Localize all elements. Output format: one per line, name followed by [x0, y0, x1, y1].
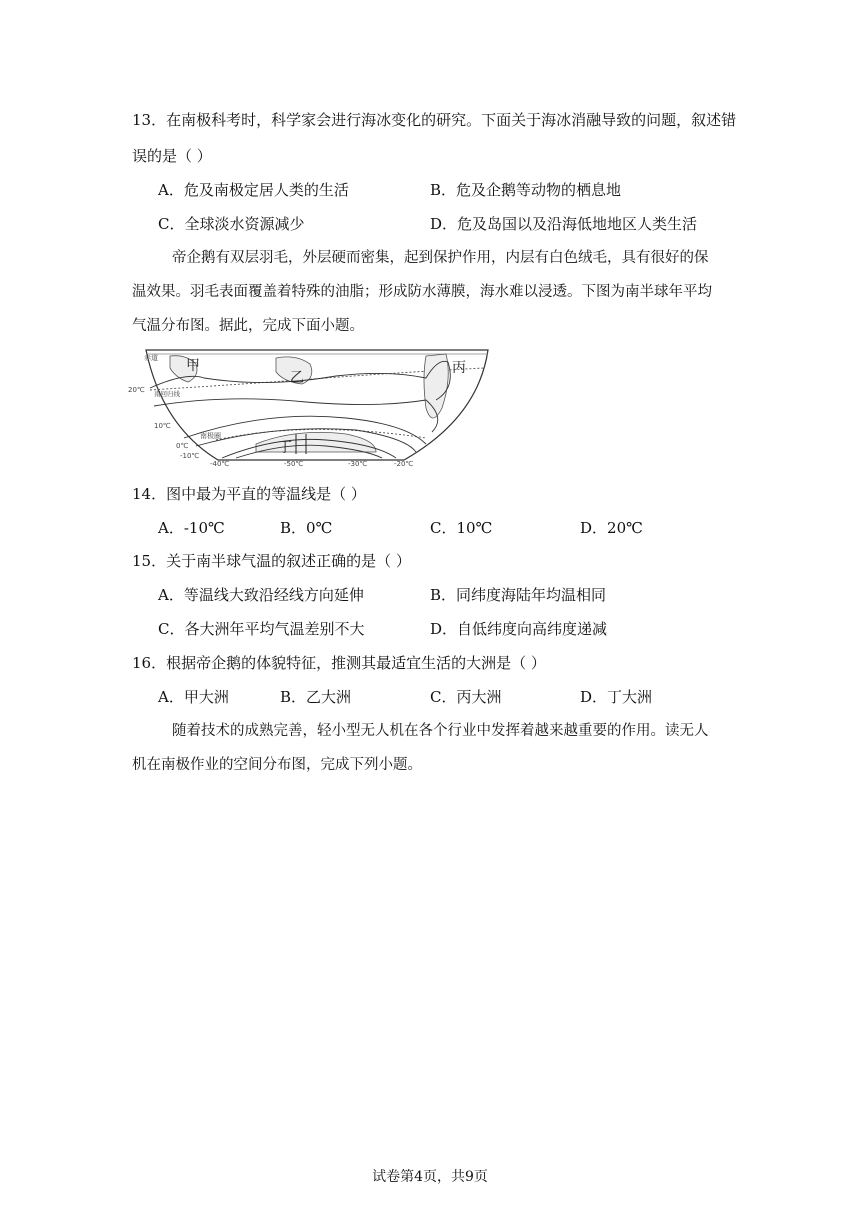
page-footer: 试卷第4页，共9页	[372, 1169, 488, 1185]
label-yi: 乙	[290, 370, 304, 386]
q16-stem: 16．根据帝企鹅的体貌特征，推测其最适宜生活的大洲是（ ）	[132, 654, 546, 672]
q13-option-a: A．危及南极定居人类的生活	[158, 181, 349, 199]
passage1-line1: 帝企鹅有双层羽毛，外层硬而密集，起到保护作用，内层有白色绒毛，具有很好的保	[172, 250, 709, 266]
q13-option-d: D．危及岛国以及沿海低地地区人类生活	[430, 215, 698, 233]
label-ding: 丁	[278, 440, 292, 456]
q15-stem: 15．关于南半球气温的叙述正确的是（ ）	[132, 552, 411, 570]
label-polar-circle: 南极圈	[200, 432, 221, 440]
label-jia: 甲	[186, 358, 200, 374]
passage2-line2: 机在南极作业的空间分布图，完成下列小题。	[132, 757, 422, 773]
q13-option-b: B．危及企鹅等动物的栖息地	[430, 181, 622, 199]
q16-option-c: C．丙大洲	[430, 688, 502, 706]
label-tm50: -50℃	[284, 460, 304, 468]
q15-option-a: A．等温线大致沿经线方向延伸	[158, 586, 364, 604]
passage1-line2: 温效果。羽毛表面覆盖着特殊的油脂；形成防水薄膜，海水难以浸透。下图为南半球年平均	[132, 284, 712, 300]
q13-stem-line2: 误的是（ ）	[132, 147, 212, 165]
label-t20: 20℃	[128, 386, 145, 394]
q15-option-b: B．同纬度海陆年均温相同	[430, 586, 607, 604]
label-equator: 赤道	[144, 354, 158, 362]
q13-stem-line1: 13．在南极科考时，科学家会进行海冰变化的研究。下面关于海冰消融导致的问题，叙述错	[132, 111, 737, 129]
q15-option-c: C．各大洲年平均气温差别不大	[158, 620, 365, 638]
q14-option-d: D．20℃	[580, 519, 643, 537]
label-tm40: -40℃	[210, 460, 230, 468]
q14-option-a: A．-10℃	[158, 519, 225, 537]
q15-option-d: D．自低纬度向高纬度递减	[430, 620, 608, 638]
label-t10: 10℃	[154, 422, 171, 430]
passage1-line3: 气温分布图。据此，完成下面小题。	[132, 318, 364, 334]
passage2-line1: 随着技术的成熟完善，轻小型无人机在各个行业中发挥着越来越重要的作用。读无人	[172, 723, 709, 739]
label-t0: 0℃	[176, 442, 189, 450]
q14-stem: 14．图中最为平直的等温线是（ ）	[132, 485, 366, 503]
q14-option-c: C．10℃	[430, 519, 493, 537]
label-tm10: -10℃	[180, 452, 200, 460]
label-bing: 丙	[452, 360, 466, 376]
southern-hemisphere-temperature-map	[126, 348, 490, 468]
q13-option-c: C．全球淡水资源减少	[158, 215, 305, 233]
label-tm30: -30℃	[348, 460, 368, 468]
q16-option-d: D．丁大洲	[580, 688, 653, 706]
q14-option-b: B．0℃	[280, 519, 333, 537]
label-tropic: 南回归线	[154, 390, 180, 398]
q16-option-b: B．乙大洲	[280, 688, 352, 706]
label-tm20: -20℃	[394, 460, 414, 468]
q16-option-a: A．甲大洲	[158, 688, 229, 706]
